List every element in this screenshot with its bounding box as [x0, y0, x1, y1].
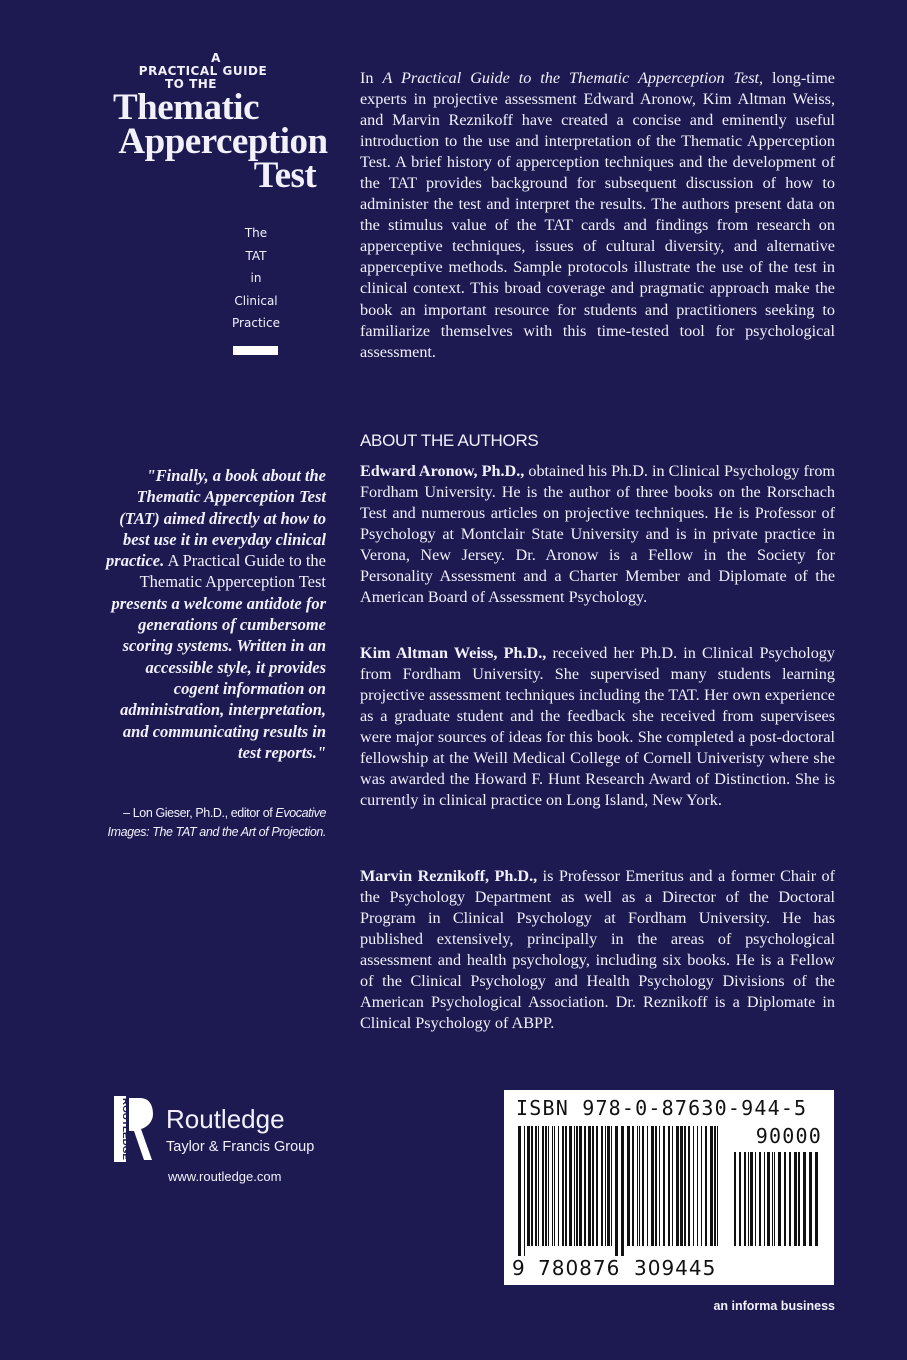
title-apperception: Apperception [118, 121, 328, 162]
barcode-bar [639, 1126, 640, 1246]
barcode-bar [809, 1152, 812, 1246]
subtitle-word: Clinical [234, 293, 278, 308]
barcode-bar [535, 1126, 537, 1246]
author-name: Marvin Reznikoff, Ph.D., [360, 867, 538, 885]
barcode-bar [579, 1126, 582, 1246]
barcode-bar [748, 1152, 749, 1246]
barcode-bar [734, 1152, 736, 1246]
barcode-bar [574, 1126, 575, 1246]
quote-attribution [90, 804, 326, 842]
barcode-bar [584, 1126, 586, 1246]
barcode-bar [651, 1126, 654, 1246]
barcode-bar [697, 1126, 698, 1246]
isbn-text: ISBN 978-0-87630-944-5 [516, 1096, 808, 1120]
publisher-url: www.routledge.com [168, 1169, 282, 1184]
barcode-bar [601, 1126, 603, 1246]
barcode-bar [798, 1152, 800, 1246]
barcode-bar [647, 1126, 648, 1246]
barcode-bar [710, 1126, 713, 1246]
barcode-bar [774, 1152, 775, 1246]
barcode-bar [605, 1126, 606, 1246]
subtitle-word: TAT [245, 248, 267, 263]
title-divider-bar [233, 346, 278, 355]
barcode-bar [803, 1152, 806, 1246]
barcode-bar [744, 1152, 746, 1246]
barcode-bar [672, 1126, 673, 1246]
title-line-to-the: TO THE [165, 77, 217, 91]
quote-book-title: A Practical Guide to the Thematic Apperception Test [139, 551, 326, 592]
barcode-bar [717, 1126, 718, 1246]
barcode-bar [668, 1126, 670, 1246]
routledge-logo-icon [114, 1096, 154, 1162]
book-description [360, 68, 835, 363]
barcode-bar [607, 1126, 610, 1246]
barcode-bar [684, 1126, 686, 1246]
addon-barcode-bars [732, 1152, 824, 1256]
barcode-bar [789, 1152, 791, 1246]
title-test: Test [253, 155, 317, 196]
author-name: Kim Altman Weiss, Ph.D., [360, 644, 547, 662]
barcode-bar [527, 1126, 530, 1246]
barcode-bar [676, 1126, 679, 1246]
barcode-bar [542, 1126, 544, 1246]
barcode-bar [538, 1126, 539, 1246]
barcode-bar [659, 1126, 660, 1246]
cover-title-block [78, 51, 328, 196]
authors-heading: ABOUT THE AUTHORS [360, 431, 539, 450]
barcode-bar [772, 1152, 773, 1246]
title-thematic: Thematic [112, 87, 260, 128]
barcode-bar [596, 1126, 598, 1246]
title-line-a: A [211, 51, 221, 65]
author-bio [360, 461, 835, 608]
barcode-bar [558, 1126, 559, 1246]
barcode-bar [680, 1126, 683, 1246]
description-body: , long-time experts in projective assessment Edward Aronow, Kim Altman Weiss, and Marvin Reznikoff have created a concise and eminently useful introduction to the use and interpretation of the Thematic Apperception Test. A brief history of apperception techniques and the development of the TAT provides background for subsequent discussion of how to administer the test and interpret the results. The authors present data on the stimulus value of the TAT cards and findings from research on apperceptive techniques, issues of cultural diversity, and alternative apperceptive methods. Sample protocols illustrate the use of the test in clinical context. This broad coverage and pragmatic approach make the book an important resource for students and practitioners seeking to familiarize themselves with this time-tested tool for psychological assessment. [360, 69, 835, 361]
barcode-bar [778, 1152, 781, 1246]
barcode-bar [688, 1126, 690, 1246]
barcode-bar [759, 1152, 761, 1246]
barcode-bar [815, 1152, 818, 1246]
author-name: Edward Aronow, Ph.D., [360, 462, 525, 480]
author-bio [360, 866, 835, 1034]
barcode-bar [592, 1126, 594, 1246]
barcode-bar [611, 1126, 612, 1246]
logo-text: ROUTLEDGE [121, 1098, 131, 1152]
barcode-bar [565, 1126, 567, 1246]
barcode-bar [576, 1126, 578, 1246]
description-lead: In [360, 69, 383, 87]
barcode-digit-first: 9 [512, 1256, 525, 1280]
description-book-title: A Practical Guide to the Thematic Apperception Test [382, 69, 760, 87]
barcode-bar [562, 1126, 564, 1246]
barcode-bar [767, 1152, 770, 1246]
author-bio [360, 643, 835, 811]
quote-part-2: presents a welcome antidote for generations of cumbersome scoring systems. Written in an accessible style, it provides cogent information on administration, interpretation, and communicating results in test reports." [111, 593, 326, 762]
price-code: 90000 [755, 1124, 822, 1148]
barcode-bar [518, 1126, 521, 1256]
barcode-bar [531, 1126, 533, 1246]
author-bio-text: obtained his Ph.D. in Clinical Psychology from Fordham University. He is the author of three books on the Rorschach Test and numerous articles on projective techniques. He is Professor of Psychology at Montclair State University and is in private practice in Verona, New Jersey. Dr. Aronow is a Fellow in the Society for Personality Assessment and a Charter Member and Diplomate of the American Board of Assessment Psychology. [360, 462, 836, 607]
publisher-name: Routledge [166, 1104, 285, 1134]
informa-tagline: an informa business [713, 1299, 835, 1313]
subtitle-word: The [244, 226, 268, 240]
attribution-lead: – Lon Gieser, Ph.D., editor of [123, 806, 276, 820]
barcode-digits-left: 780876 [538, 1256, 621, 1280]
barcode-bar [524, 1126, 525, 1256]
barcode-bar [701, 1126, 702, 1246]
barcode-bar [615, 1126, 618, 1256]
barcode-digits-right: 309445 [634, 1256, 717, 1280]
ean-barcode-bars [516, 1126, 722, 1256]
barcode-bar [632, 1126, 634, 1246]
isbn-barcode [504, 1090, 834, 1285]
barcode-bar [784, 1152, 786, 1246]
barcode-bar [627, 1126, 630, 1246]
barcode-bar [548, 1126, 549, 1246]
barcode-bar [750, 1152, 753, 1246]
barcode-bar [663, 1126, 665, 1246]
barcode-bar [705, 1126, 707, 1246]
title-line-practical-guide: PRACTICAL GUIDE [138, 64, 268, 78]
barcode-bar [693, 1126, 694, 1246]
barcode-bar [552, 1126, 553, 1246]
barcode-bar [755, 1152, 756, 1246]
author-bio-text: is Professor Emeritus and a former Chair of the Psychology Department as well as a Director of the Doctoral Program in Clinical Psychology at Fordham University. He has published extensively, principally in the areas of psychological assessment and health psychology, including six books. He is a Fellow of the Clinical Psychology and Health Psychology Divisions of the American Psychological Association. Dr. Reznikoff is a Diplomate in Clinical Psychology of ABPP. [360, 867, 835, 1033]
barcode-bar [794, 1152, 797, 1246]
barcode-bar [554, 1126, 555, 1246]
subtitle-word: Practice [232, 316, 280, 330]
barcode-bar [621, 1126, 624, 1256]
barcode-bar [642, 1126, 644, 1246]
subtitle-word: in [250, 271, 262, 285]
endorsement-quote [100, 465, 326, 763]
barcode-bar [764, 1152, 765, 1246]
cover-subtitle [200, 222, 312, 335]
publisher-group: Taylor & Francis Group [166, 1139, 315, 1155]
barcode-bar [637, 1126, 638, 1246]
barcode-bar [545, 1126, 547, 1246]
barcode-bar [739, 1152, 741, 1246]
quote-part-1: "Finally, a book about the Thematic Apperception Test (TAT) aimed directly at how to best use it in everyday clinical practice. [106, 466, 326, 571]
barcode-bar [588, 1126, 591, 1246]
barcode-bar [655, 1126, 657, 1246]
author-bio-text: received her Ph.D. in Clinical Psychology from Fordham University. She supervised many students learning projective assessment techniques including the TAT. Her own experience as a graduate student and the feedback she received from supervisees were major sources of ideas for this book. She completed a post-doctoral fellowship at the Weill Medical College of Cornell Univeristy where she was awarded the Howard F. Hunt Research Award of Distinction. She is currently in clinical practice on Long Island, New York. [360, 644, 835, 810]
barcode-bar [569, 1126, 572, 1246]
attribution-book-title: Evocative Images: The TAT and the Art of Projection. [107, 806, 326, 839]
barcode-bar [714, 1126, 716, 1246]
